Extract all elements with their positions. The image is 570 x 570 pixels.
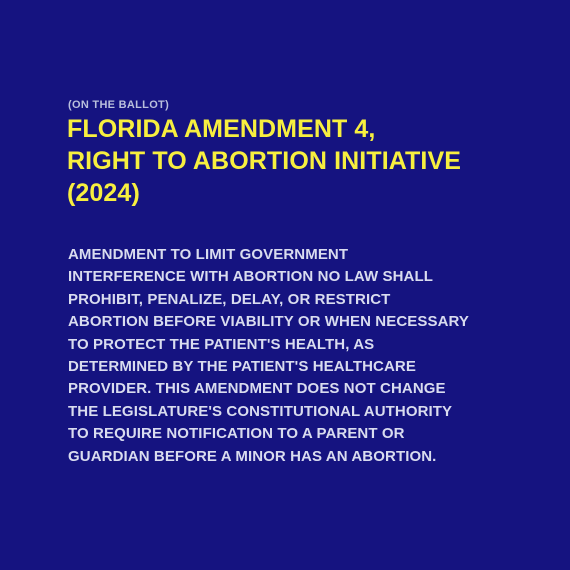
amendment-line-9: TO REQUIRE NOTIFICATION TO A PARENT OR	[68, 425, 405, 443]
amendment-line-10: GUARDIAN BEFORE A MINOR HAS AN ABORTION.	[68, 447, 437, 465]
title-line-2: RIGHT TO ABORTION INITIATIVE	[67, 147, 461, 175]
amendment-title	[67, 113, 461, 209]
amendment-line-6: DETERMINED BY THE PATIENT'S HEALTHCARE	[68, 358, 416, 376]
amendment-line-3: PROHIBIT, PENALIZE, DELAY, OR RESTRICT	[68, 290, 391, 308]
amendment-line-7: PROVIDER. THIS AMENDMENT DOES NOT CHANGE	[68, 380, 446, 398]
title-line-3: (2024)	[67, 179, 140, 207]
title-line-1: FLORIDA AMENDMENT 4,	[67, 115, 376, 143]
amendment-line-5: TO PROTECT THE PATIENT'S HEALTH, AS	[68, 335, 375, 353]
amendment-line-2: INTERFERENCE WITH ABORTION NO LAW SHALL	[68, 268, 433, 286]
ballot-kicker: (ON THE BALLOT)	[68, 99, 170, 111]
amendment-line-8: THE LEGISLATURE'S CONSTITUTIONAL AUTHORITY	[68, 402, 453, 420]
amendment-text	[68, 244, 469, 468]
amendment-line-1: AMENDMENT TO LIMIT GOVERNMENT	[68, 246, 349, 263]
amendment-line-4: ABORTION BEFORE VIABILITY OR WHEN NECESSARY	[68, 313, 469, 331]
